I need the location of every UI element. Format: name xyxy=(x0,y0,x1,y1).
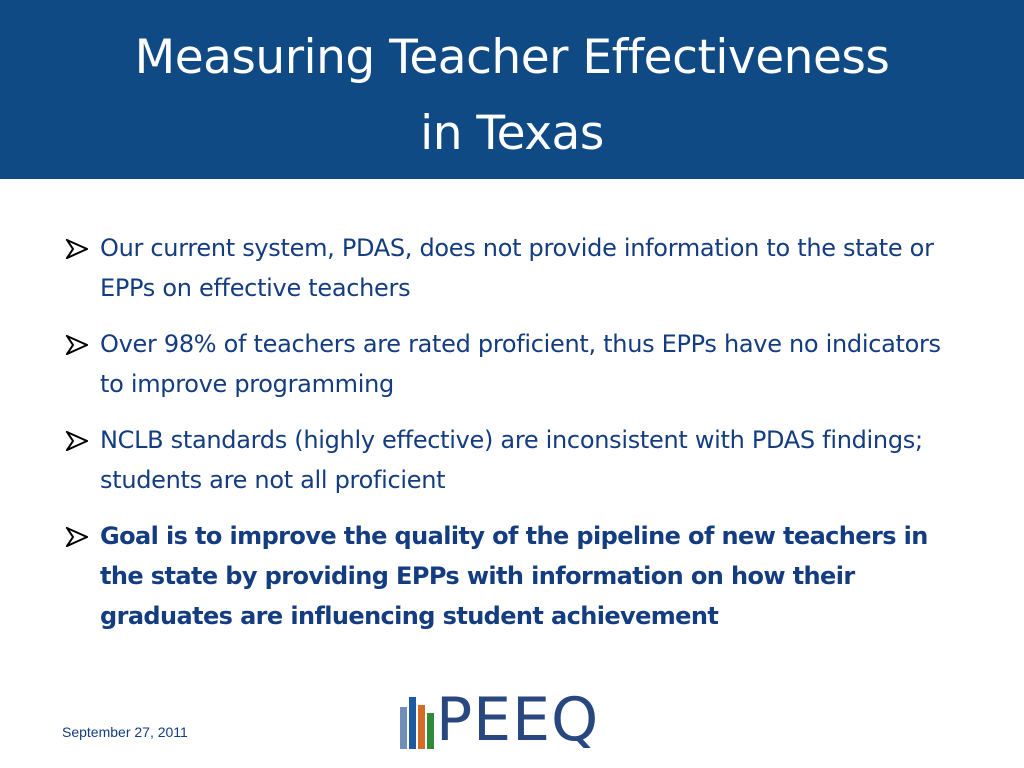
bullet-text: Our current system, PDAS, does not provide information to the state or EPPs on effective teachers xyxy=(100,234,934,302)
bullet-text: Goal is to improve the quality of the pipeline of new teachers in the state by providing EPPs with information on how their graduates are influencing student achievement xyxy=(100,522,928,630)
slide-title xyxy=(0,20,1024,172)
peeq-logo xyxy=(400,685,618,759)
bullet-item xyxy=(62,420,962,500)
arrow-bullet-icon xyxy=(66,335,88,355)
bullet-text: NCLB standards (highly effective) are inconsistent with PDAS findings; students are not all proficient xyxy=(100,426,923,494)
bullet-list xyxy=(62,228,962,652)
arrow-bullet-icon xyxy=(66,431,88,451)
slide-title-line-1: Measuring Teacher Effectiveness xyxy=(134,30,890,85)
arrow-bullet-icon xyxy=(66,239,88,259)
bullet-text: Over 98% of teachers are rated proficient, thus EPPs have no indicators to improve programming xyxy=(100,330,941,398)
footer-date: September 27, 2011 xyxy=(62,724,188,740)
logo-text: PEEQ xyxy=(436,685,600,755)
slide-title-line-2: in Texas xyxy=(420,106,604,161)
bullet-item-goal xyxy=(62,516,962,636)
logo-bars-icon xyxy=(400,693,436,759)
bullet-item xyxy=(62,324,962,404)
bullet-item xyxy=(62,228,962,308)
arrow-bullet-icon xyxy=(66,527,88,547)
